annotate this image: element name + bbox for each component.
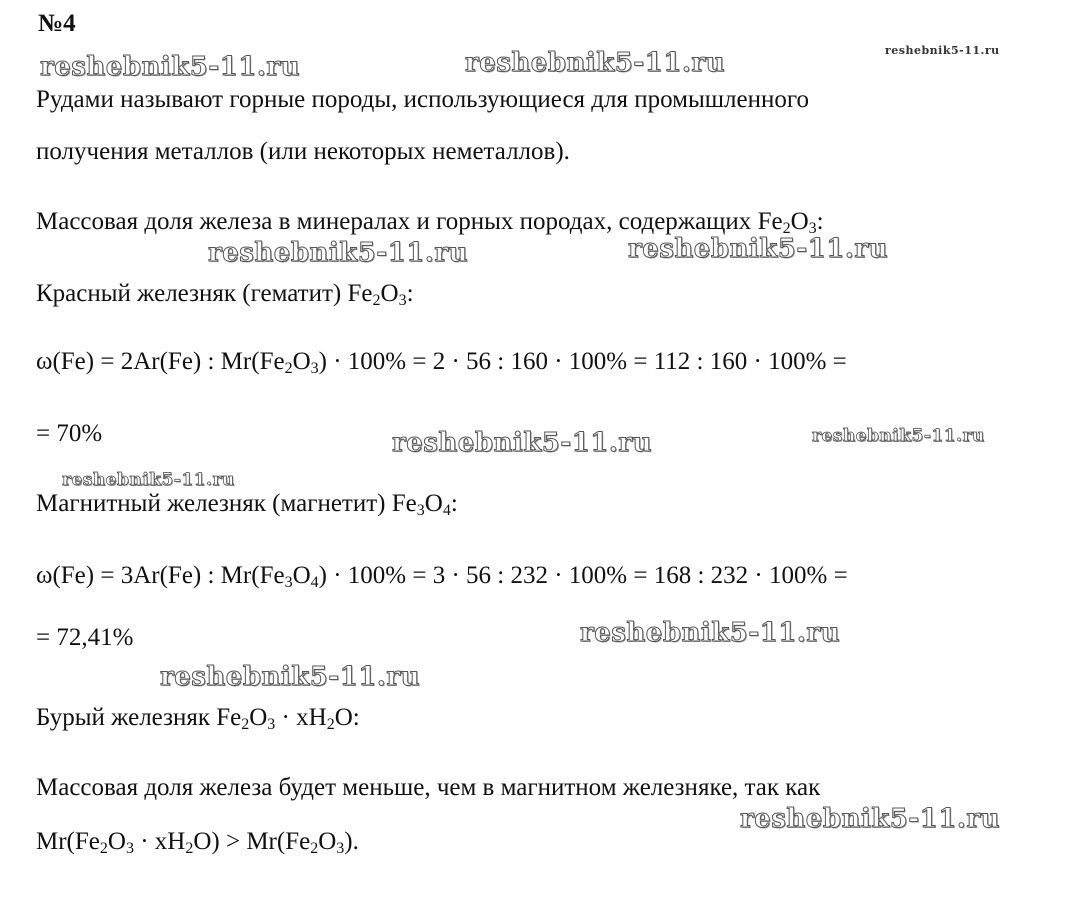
problem-number: №4 (38, 10, 76, 37)
watermark: reshebnik5-11.ru (160, 662, 421, 692)
limonite-label: Бурый железняк $Fe_2O_3 \cdot xH_2O$: (36, 704, 360, 733)
magnetite-result: = 72,41% (36, 624, 134, 651)
conclusion-1: Массовая доля железа будет меньше, чем в магнитном железняке, так как (36, 774, 821, 801)
hematite-formula: ω(Fe) = 2Ar(Fe) : $Mr(Fe_2O_3) \cdot 100\% = 2 \cdot 56$ : 160 · 100% = 112 : 160 · 100% = (36, 348, 847, 377)
watermark: reshebnik5-11.ru (628, 234, 889, 264)
watermark: reshebnik5-11.ru (885, 44, 1000, 57)
watermark: reshebnik5-11.ru (392, 428, 653, 458)
magnetite-formula: ω(Fe) = 3Ar(Fe) : $Mr(Fe_3O_4) \cdot 100\% = 3 \cdot 56$ : 232 · 100% = 168 : 232 · 100% = (36, 562, 848, 591)
hematite-result: = 70% (36, 420, 103, 447)
watermark: reshebnik5-11.ru (812, 426, 985, 446)
hematite-label: Красный железняк (гематит) $Fe_2O_3$: (36, 280, 414, 309)
paragraph-ores-1: Рудами называют горные породы, использующиеся для промышленного (36, 86, 809, 113)
paragraph-ores-2: получения металлов (или некоторых неметаллов). (36, 138, 570, 165)
watermark: reshebnik5-11.ru (62, 470, 235, 490)
watermark: reshebnik5-11.ru (40, 52, 301, 82)
magnetite-label: Магнитный железняк (магнетит) $Fe_3O_4$: (36, 490, 458, 519)
conclusion-2: $Mr(Fe_2O_3 \cdot xH_2O) > Mr(Fe_2O_3)$. (36, 828, 359, 857)
watermark: reshebnik5-11.ru (465, 48, 726, 78)
watermark: reshebnik5-11.ru (208, 238, 469, 268)
paragraph-mass-fraction: Массовая доля железа в минералах и горных породах, содержащих $Fe_2O_3$: (36, 208, 824, 237)
watermark: reshebnik5-11.ru (580, 618, 841, 648)
watermark: reshebnik5-11.ru (740, 804, 1001, 834)
